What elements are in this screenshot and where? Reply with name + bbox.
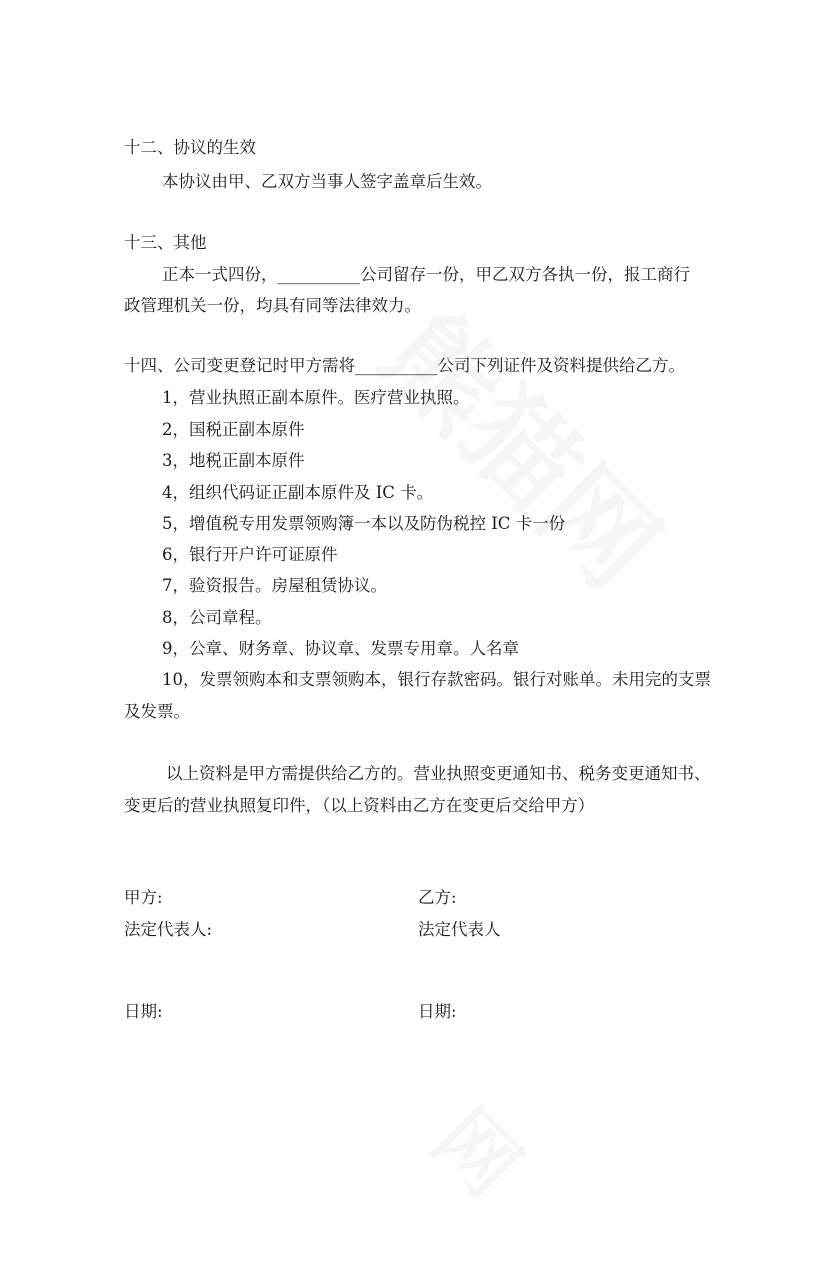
section-12-heading: 十二、协议的生效: [124, 138, 256, 157]
list-item: 1，营业执照正副本原件。医疗营业执照。: [162, 388, 470, 407]
section-13-body-line2: 政管理机关一份，均具有同等法律效力。: [124, 296, 421, 315]
party-a-label: 甲方:: [124, 888, 163, 907]
list-item: 6，银行开户许可证原件: [162, 545, 338, 564]
list-item: 3，地税正副本原件: [162, 451, 305, 470]
list-item: 2，国税正副本原件: [162, 420, 305, 439]
section-13-heading: 十三、其他: [124, 233, 207, 252]
closing-line1: 以上资料是甲方需提供给乙方的。营业执照变更通知书、税务变更通知书、: [166, 764, 711, 783]
closing-line2: 变更后的营业执照复印件，（以上资料由乙方在变更后交给甲方）: [124, 796, 595, 815]
list-item: 8，公司章程。: [162, 608, 272, 627]
section-14-heading: 十四、公司变更登记时甲方需将__________公司下列证件及资料提供给乙方。: [124, 356, 685, 375]
list-item: 9，公章、财务章、协议章、发票专用章。人名章: [162, 639, 519, 658]
section-13-body-line1: 正本一式四份，__________公司留存一份，甲乙双方各执一份，报工商行: [162, 265, 690, 284]
watermark-bottom: [360, 1030, 600, 1270]
rep-b-label: 法定代表人: [418, 920, 501, 939]
list-item: 7，验资报告。房屋租赁协议。: [162, 576, 387, 595]
date-a-label: 日期:: [124, 1002, 163, 1021]
section-12-body: 本协议由甲、乙双方当事人签字盖章后生效。: [162, 172, 492, 191]
list-item: 10，发票领购本和支票领购本，银行存款密码。银行对账单。未用完的支票: [162, 670, 711, 689]
list-item-continued: 及发票。: [124, 702, 190, 721]
date-b-label: 日期:: [418, 1002, 457, 1021]
party-b-label: 乙方:: [418, 888, 457, 907]
list-item: 5，增值税专用发票领购簿一本以及防伪税控 IC 卡一份: [162, 514, 566, 533]
rep-a-label: 法定代表人:: [124, 920, 213, 939]
list-item: 4，组织代码证正副本原件及 IC 卡。: [162, 483, 434, 502]
